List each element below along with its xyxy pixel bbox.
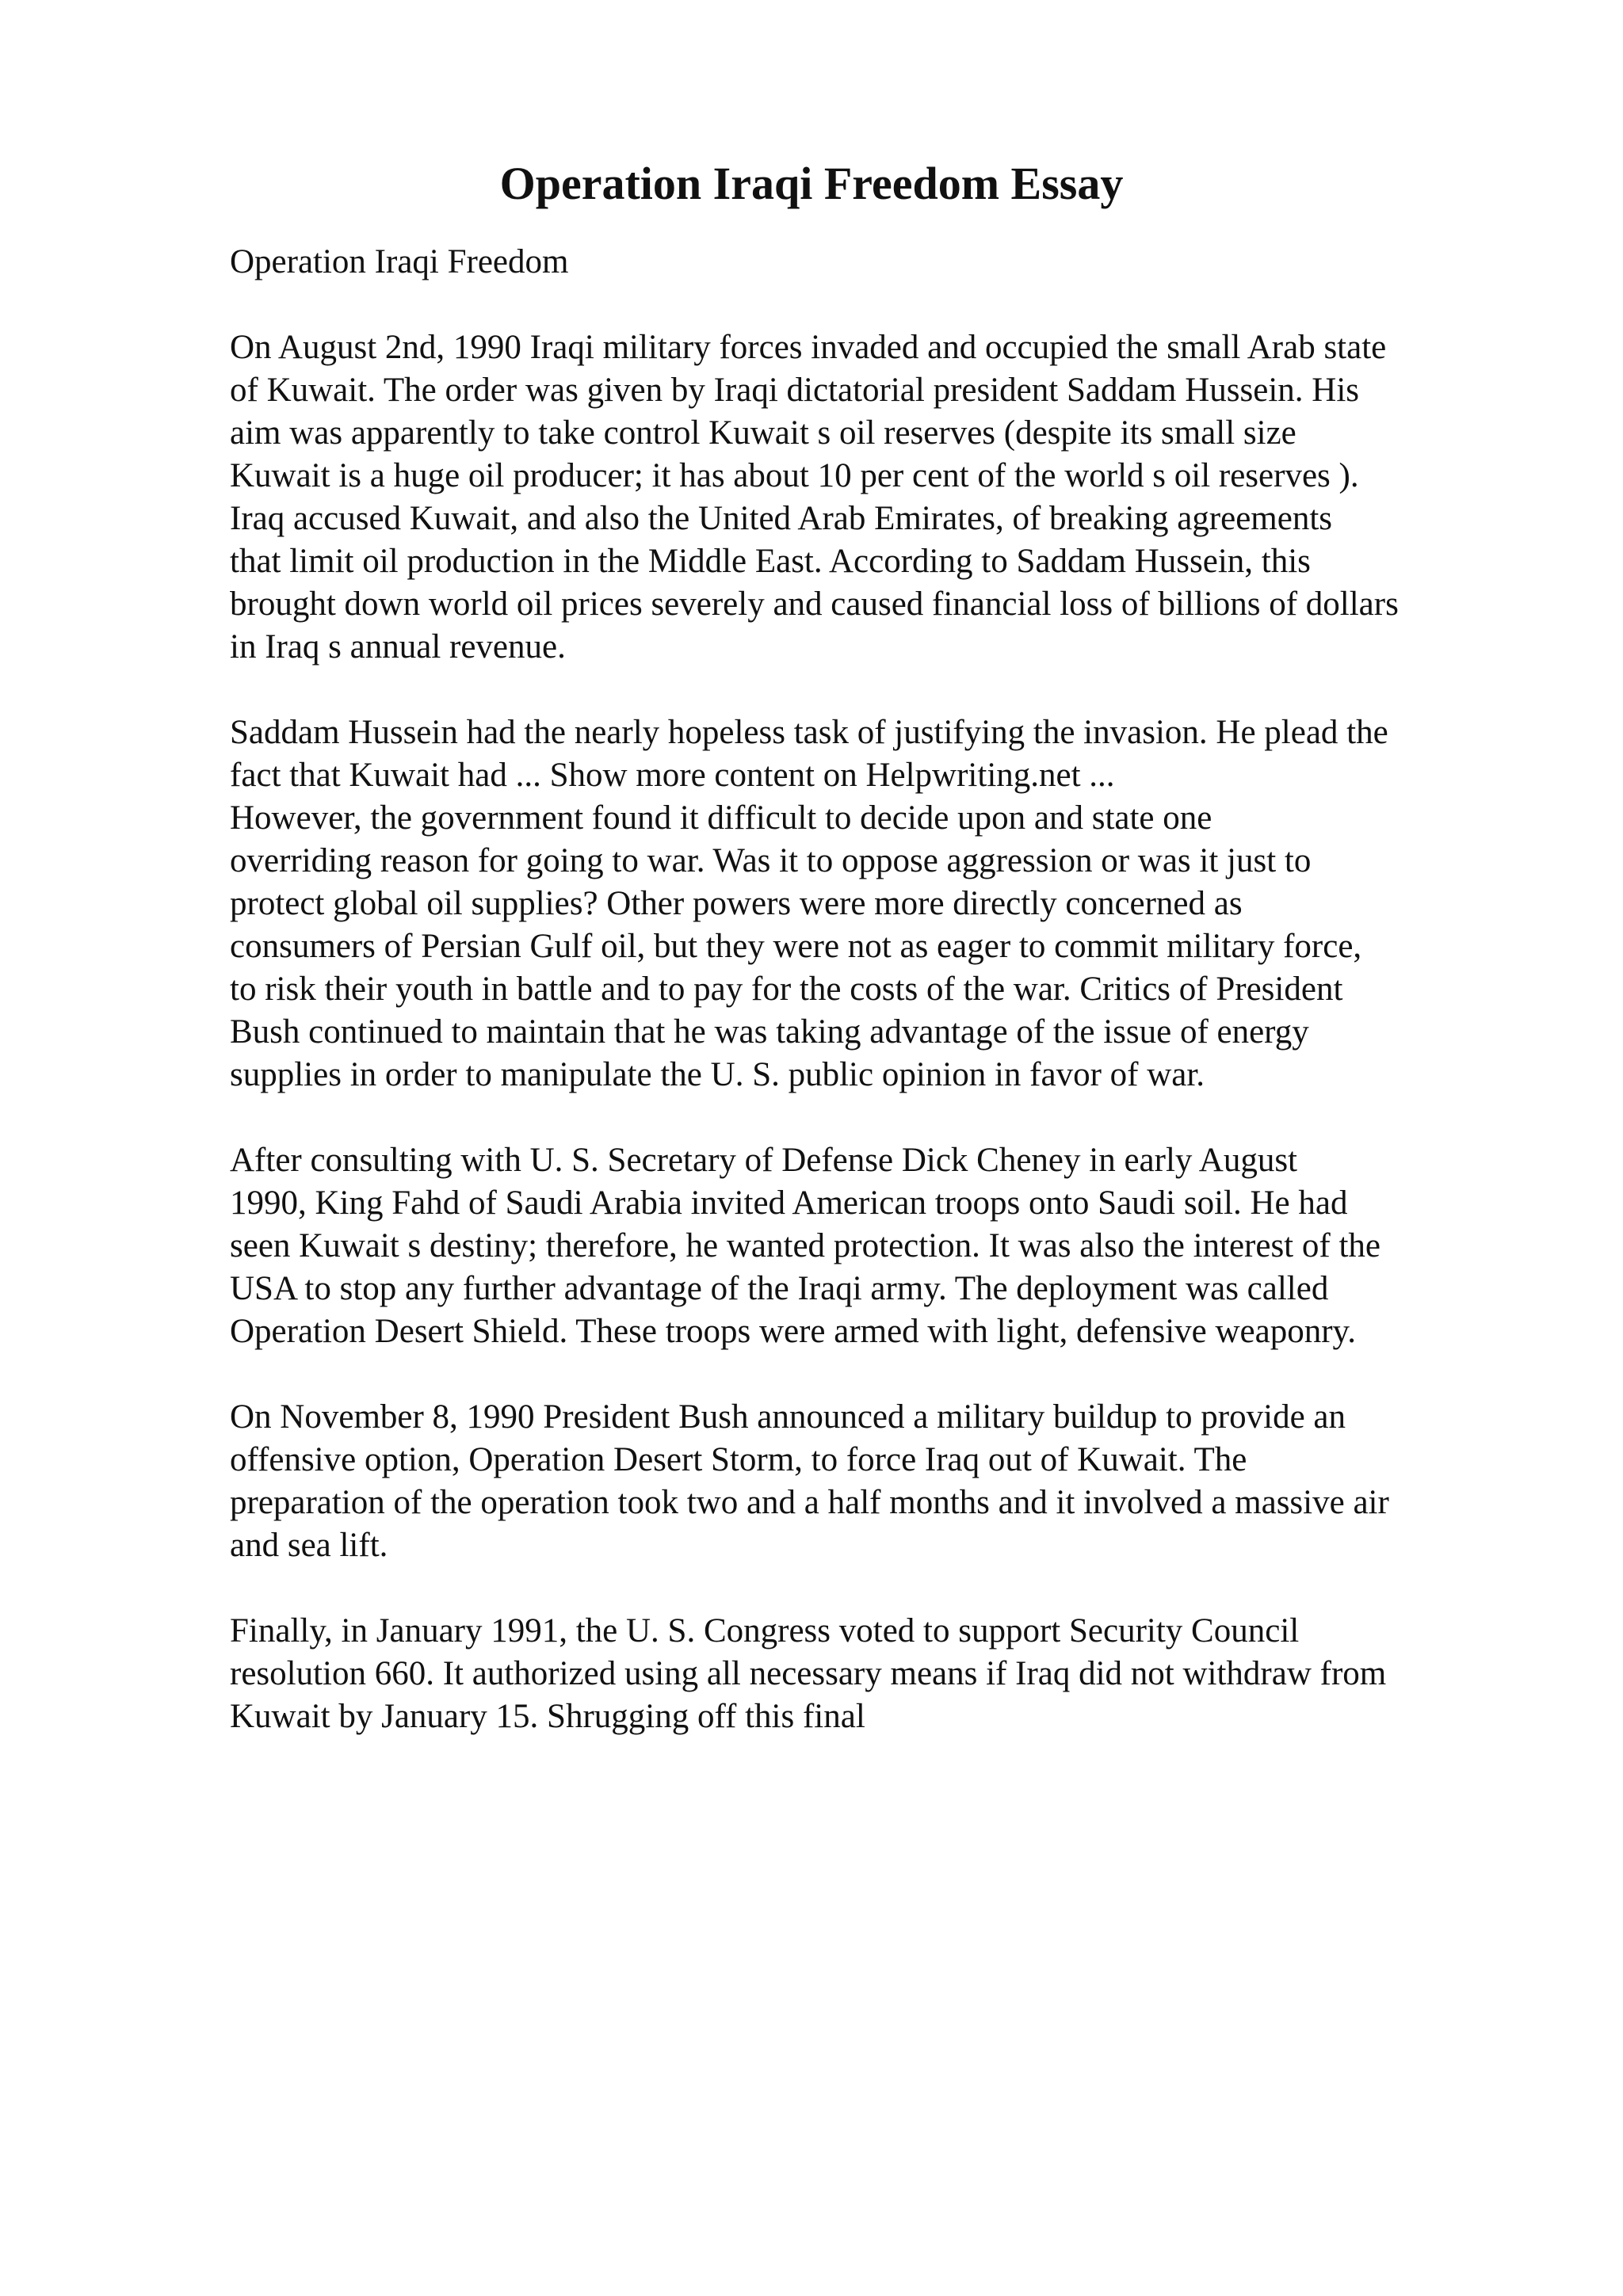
paragraph-5 xyxy=(230,1396,1514,1567)
text-line: supplies in order to manipulate the U. S. public opinion in favor of war. xyxy=(230,1056,1205,1093)
text-line: consumers of Persian Gulf oil, but they were not as eager to commit military force, xyxy=(230,928,1362,965)
text-line: offensive option, Operation Desert Storm, to force Iraq out of Kuwait. The xyxy=(230,1441,1247,1478)
text-line: However, the government found it difficult to decide upon and state one xyxy=(230,799,1212,837)
text-line: of Kuwait. The order was given by Iraqi dictatorial president Saddam Hussein. His xyxy=(230,372,1360,409)
text-line: On August 2nd, 1990 Iraqi military forces invaded and occupied the small Arab state xyxy=(230,329,1387,366)
text-line: Saddam Hussein had the nearly hopeless task of justifying the invasion. He plead the xyxy=(230,714,1388,751)
paragraph-2 xyxy=(230,711,1514,797)
text-line: in Iraq s annual revenue. xyxy=(230,628,566,666)
paragraph-6 xyxy=(230,1610,1514,1738)
text-line: to risk their youth in battle and to pay for the costs of the war. Critics of President xyxy=(230,971,1343,1008)
text-line: fact that Kuwait had ... Show more content on Helpwriting.net ... xyxy=(230,757,1115,794)
text-line: Kuwait by January 15. Shrugging off this final xyxy=(230,1698,865,1735)
text-line: preparation of the operation took two and a half months and it involved a massive air xyxy=(230,1484,1389,1521)
paragraph-3 xyxy=(230,797,1514,1097)
text-line: On November 8, 1990 President Bush announced a military buildup to provide an xyxy=(230,1398,1346,1436)
text-line: USA to stop any further advantage of the Iraqi army. The deployment was called xyxy=(230,1270,1329,1307)
text-line: aim was apparently to take control Kuwait s oil reserves (despite its small size xyxy=(230,414,1296,452)
paragraph-4 xyxy=(230,1139,1514,1353)
document-title: Operation Iraqi Freedom Essay xyxy=(499,158,1124,209)
text-line: Iraq accused Kuwait, and also the United Arab Emirates, of breaking agreements xyxy=(230,500,1333,537)
text-line: Kuwait is a huge oil producer; it has about 10 per cent of the world s oil reserves ). xyxy=(230,457,1359,494)
text-line: Finally, in January 1991, the U. S. Congress voted to support Security Council xyxy=(230,1612,1300,1650)
document-subtitle: Operation Iraqi Freedom xyxy=(230,243,569,280)
text-line: seen Kuwait s destiny; therefore, he wanted protection. It was also the interest of the xyxy=(230,1227,1381,1264)
text-line: brought down world oil prices severely and caused financial loss of billions of dollars xyxy=(230,585,1399,623)
text-line: overriding reason for going to war. Was it to oppose aggression or was it just to xyxy=(230,842,1312,879)
text-line: protect global oil supplies? Other powers were more directly concerned as xyxy=(230,885,1243,922)
text-line: and sea lift. xyxy=(230,1527,388,1564)
text-line: 1990, King Fahd of Saudi Arabia invited American troops onto Saudi soil. He had xyxy=(230,1184,1348,1222)
paragraph-1 xyxy=(230,326,1514,669)
text-line: After consulting with U. S. Secretary of Defense Dick Cheney in early August xyxy=(230,1142,1298,1179)
text-line: resolution 660. It authorized using all necessary means if Iraq did not withdraw from xyxy=(230,1655,1387,1692)
text-line: Bush continued to maintain that he was taking advantage of the issue of energy xyxy=(230,1013,1309,1051)
text-line: that limit oil production in the Middle East. According to Saddam Hussein, this xyxy=(230,543,1311,580)
text-line: Operation Desert Shield. These troops were armed with light, defensive weaponry. xyxy=(230,1313,1356,1350)
document-body xyxy=(230,241,1514,1738)
